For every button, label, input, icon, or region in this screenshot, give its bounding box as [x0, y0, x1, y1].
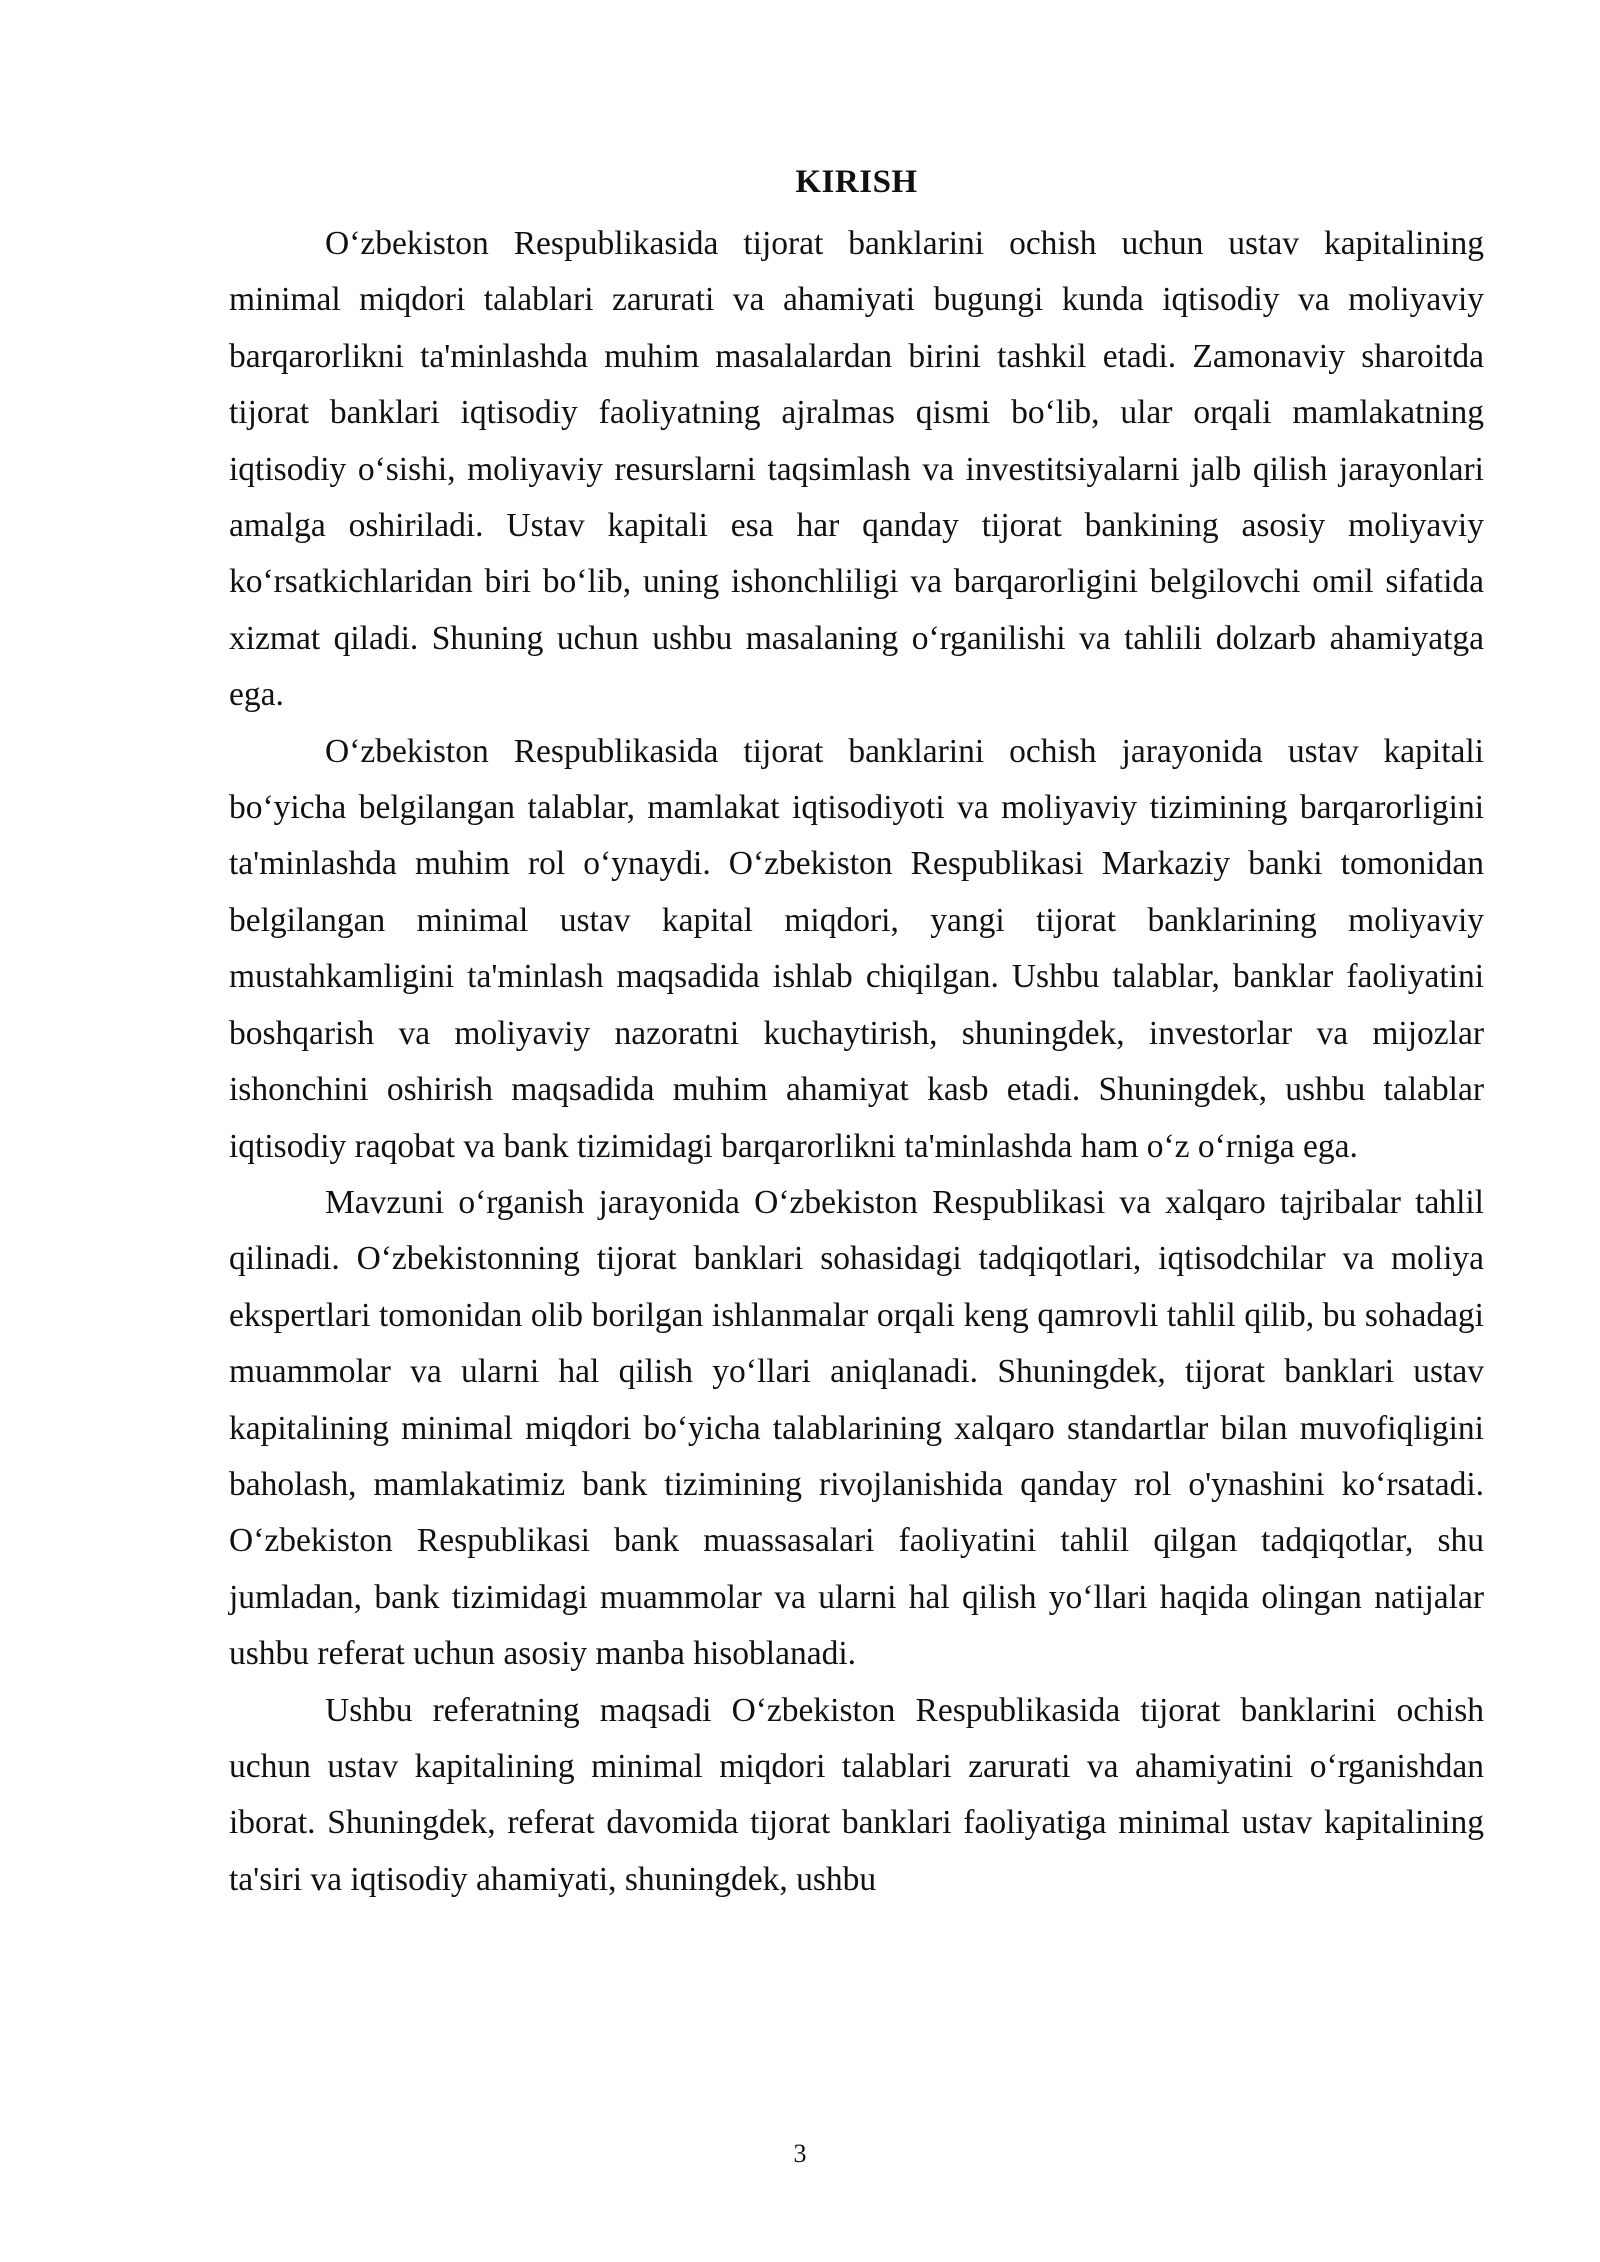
paragraph-3: Mavzuni o‘rganish jarayonida O‘zbekiston Respublikasi va xalqaro tajribalar tahlil qilinadi. O‘zbekistonning tijorat banklari sohasidagi tadqiqotlari, iqtisodchilar va moliya ekspertlari tomonidan olib borilgan ishlanmalar orqali keng qamrovli tahlil qilib, bu sohadagi muammolar va ularni hal qilish yo‘llari aniqlanadi. Shuningdek, tijorat banklari ustav kapitalining minimal miqdori bo‘yicha talablarining xalqaro standartlar bilan muvofiqligini baholash, mamlakatimiz bank tizimining rivojlanishida qanday rol o'ynashini ko‘rsatadi. O‘zbekiston Respublikasi bank muassasalari faoliyatini tahlil qilgan tadqiqotlar, shu jumladan, bank tizimidagi muammolar va ularni hal qilish yo‘llari haqida olingan natijalar ushbu referat uchun asosiy manba hisoblanadi.: [229, 1183, 1484, 1673]
section-heading: KIRISH: [795, 164, 918, 200]
page-content: [229, 160, 1484, 1908]
paragraph-2: O‘zbekiston Respublikasida tijorat banklarini ochish jarayonida ustav kapitali bo‘yicha belgilangan talablar, mamlakat iqtisodiyoti va moliyaviy tizimining barqarorligini ta'minlashda muhim rol o‘ynaydi. O‘zbekiston Respublikasi Markaziy banki tomonidan belgilangan minimal ustav kapital miqdori, yangi tijorat banklarining moliyaviy mustahkamligini ta'minlash maqsadida ishlab chiqilgan. Ushbu talablar, banklar faoliyatini boshqarish va moliyaviy nazoratni kuchaytirish, shuningdek, investorlar va mijozlar ishonchini oshirish maqsadida muhim ahamiyat kasb etadi. Shuningdek, ushbu talablar iqtisodiy raqobat va bank tizimidagi barqarorlikni ta'minlashda ham o‘z o‘rniga ega.: [229, 732, 1484, 1165]
page-number: 3: [793, 2139, 807, 2168]
paragraph-1: O‘zbekiston Respublikasida tijorat banklarini ochish uchun ustav kapitalining minimal miqdori talablari zarurati va ahamiyati bugungi kunda iqtisodiy va moliyaviy barqarorlikni ta'minlashda muhim masalalardan birini tashkil etadi. Zamonaviy sharoitda tijorat banklari iqtisodiy faoliyatning ajralmas qismi bo‘lib, ular orqali mamlakatning iqtisodiy o‘sishi, moliyaviy resurslarni taqsimlash va investitsiyalarni jalb qilish jarayonlari amalga oshiriladi. Ustav kapitali esa har qanday tijorat bankining asosiy moliyaviy ko‘rsatkichlaridan biri bo‘lib, uning ishonchliligi va barqarorligini belgilovchi omil sifatida xizmat qiladi. Shuning uchun ushbu masalaning o‘rganilishi va tahlili dolzarb ahamiyatga ega.: [229, 225, 1484, 714]
paragraph-4: Ushbu referatning maqsadi O‘zbekiston Respublikasida tijorat banklarini ochish uchun ustav kapitalining minimal miqdori talablari zarurati va ahamiyatini o‘rganishdan iborat. Shuningdek, referat davomida tijorat banklari faoliyatiga minimal ustav kapitalining ta'siri va iqtisodiy ahamiyati, shuningdek, ushbu: [229, 1691, 1484, 1898]
